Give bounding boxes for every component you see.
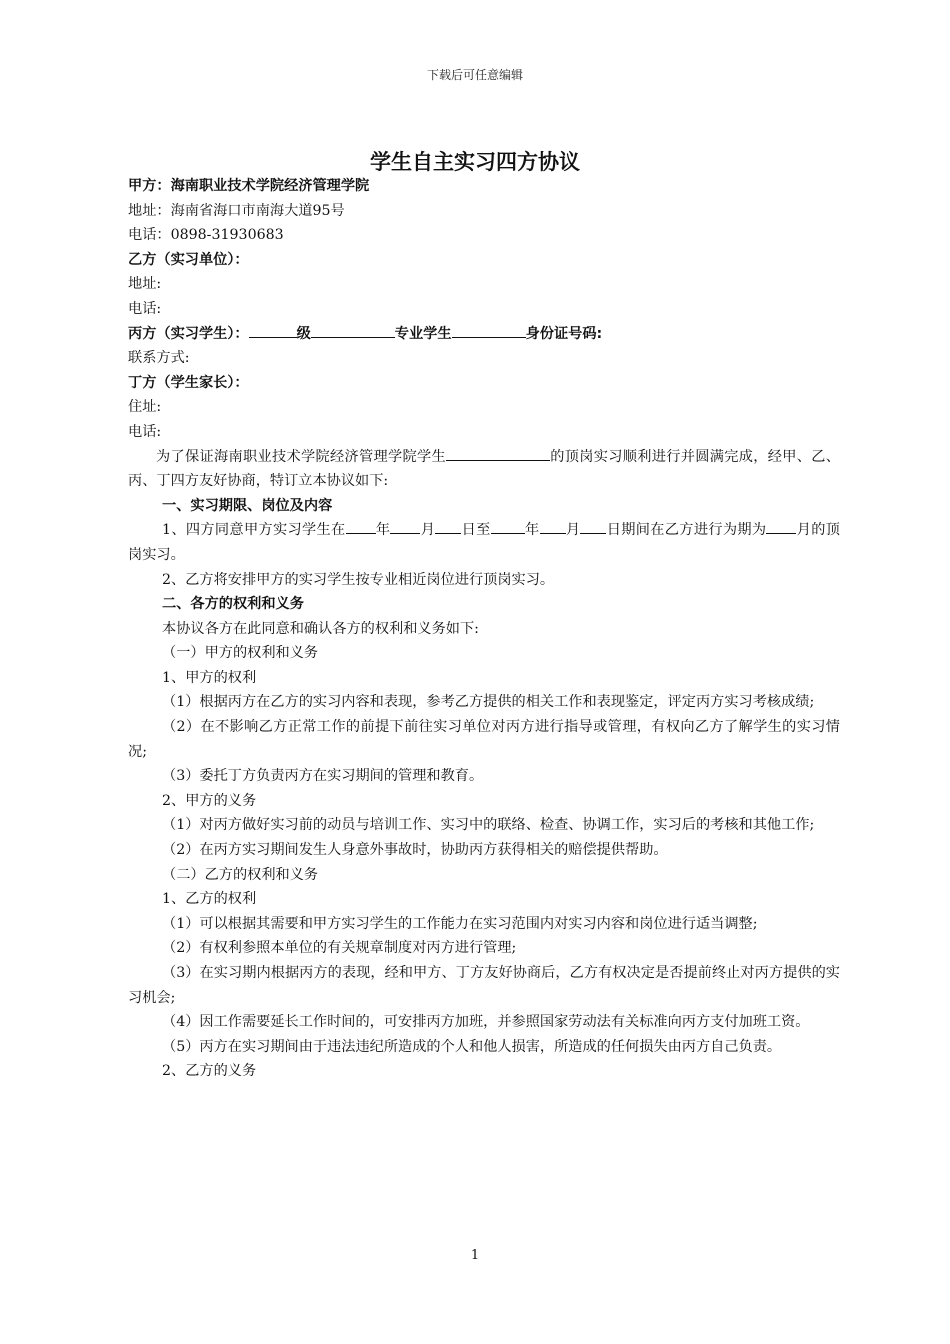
party-b-right-1: （1）可以根据其需要和甲方实习学生的工作能力在实习范围内对实习内容和岗位进行适当调整; [162, 915, 758, 932]
party-a-duty-2: （2）在丙方实习期间发生人身意外事故时，协助丙方获得相关的赔偿提供帮助。 [162, 842, 668, 859]
major-blank [311, 323, 395, 338]
party-c-label: 丙方（实习学生）： [128, 325, 249, 342]
party-c-grade: 级 [296, 325, 311, 342]
intro-part1: 为了保证海南职业技术学院经济管理学院学生 [156, 448, 446, 465]
document-title: 学生自主实习四方协议 [370, 150, 580, 174]
page-header: 下载后可任意编辑 [426, 68, 523, 82]
party-a-duty-1: （1）对丙方做好实习前的动员与培训工作、实习中的联络、检查、协调工作，实习后的考核和其他工作; [162, 817, 815, 834]
end-year-blank [491, 519, 525, 534]
item1-month2: 月 [565, 522, 581, 539]
page-number: 1 [470, 1248, 480, 1263]
party-b-right-2: （2）有权利参照本单位的有关规章制度对丙方进行管理; [162, 940, 517, 957]
party-b-rights-heading: 1、乙方的权利 [162, 891, 257, 908]
item1-months: 月的顶岗实习。 [128, 522, 840, 563]
start-day-blank [435, 519, 461, 534]
student-name-blank [452, 323, 526, 338]
item1-month: 月 [420, 522, 436, 539]
end-month-blank [540, 519, 566, 534]
start-month-blank [390, 519, 420, 534]
party-b-right-4: （4）因工作需要延长工作时间的，可安排丙方加班，并参照国家劳动法有关标准向丙方支付加班工资。 [162, 1014, 810, 1031]
duration-blank [766, 519, 796, 534]
party-a-duties-heading: 2、甲方的义务 [162, 792, 257, 809]
item1-day-to: 日至 [461, 522, 491, 539]
section2-intro: 本协议各方在此同意和确认各方的权利和义务如下: [162, 620, 479, 637]
party-a-right-2: （2）在不影响乙方正常工作的前提下前往实习单位对丙方进行指导或管理，有权向乙方了解学生的实习情况; [128, 719, 840, 760]
party-b-label: 乙方（实习单位）： [128, 251, 249, 268]
party-a-rights-heading: 1、甲方的权利 [162, 669, 257, 686]
party-c-id: 身份证号码: [525, 325, 603, 342]
party-a-address: 地址：海南省海口市南海大道95号 [128, 202, 345, 219]
intro-paragraph [128, 445, 840, 494]
party-d-phone: 电话: [128, 423, 162, 440]
party-b-rights-duties-heading: （二）乙方的权利和义务 [162, 866, 319, 883]
section2-heading: 二、各方的权利和义务 [162, 596, 304, 613]
party-a-right-1: （1）根据丙方在乙方的实习内容和表现，参考乙方提供的相关工作和表现鉴定，评定丙方实习考核成绩; [162, 694, 815, 711]
party-b-address: 地址: [128, 276, 162, 293]
party-a-phone: 电话：0898-31930683 [128, 227, 284, 244]
end-day-blank [580, 519, 606, 534]
section1-item2: 2、乙方将安排甲方的实习学生按专业相近岗位进行顶岗实习。 [162, 571, 555, 588]
start-year-blank [346, 519, 376, 534]
party-b-right-5: （5）丙方在实习期间由于违法违纪所造成的个人和他人损害，所造成的任何损失由丙方自己负责。 [162, 1038, 782, 1055]
section1-item1 [128, 518, 840, 567]
item1-year2: 年 [524, 522, 540, 539]
party-a-rights-duties-heading: （一）甲方的权利和义务 [162, 645, 319, 662]
party-c-contact: 联系方式: [128, 350, 190, 367]
party-b-right-3: （3）在实习期内根据丙方的表现，经和甲方、丁方友好协商后，乙方有权决定是否提前终止对丙方提供的实习机会; [128, 965, 840, 1006]
intro-blank [446, 446, 550, 461]
party-d-address: 住址: [128, 399, 162, 416]
document-body [128, 174, 840, 1084]
party-d-label: 丁方（学生家长）： [128, 374, 249, 391]
item1-text-a: 1、四方同意甲方实习学生在 [162, 522, 346, 539]
grade-blank [249, 323, 297, 338]
party-a-name: 甲方：海南职业技术学院经济管理学院 [128, 178, 370, 194]
item1-year: 年 [375, 522, 391, 539]
party-b-phone: 电话: [128, 300, 162, 317]
party-c-major: 专业学生 [394, 325, 452, 342]
item1-day2: 日期间在乙方进行为期为 [606, 522, 767, 539]
section1-heading: 一、实习期限、岗位及内容 [162, 497, 333, 514]
party-c-line [128, 322, 840, 347]
party-a-right-3: （3）委托丁方负责丙方在实习期间的管理和教育。 [162, 768, 484, 785]
party-b-duties-heading: 2、乙方的义务 [162, 1063, 257, 1080]
intro-part2: 的顶岗实习顺利进行并圆满完成，经甲、乙、丙、丁四方友好协商，特订立本协议如下: [128, 448, 840, 490]
